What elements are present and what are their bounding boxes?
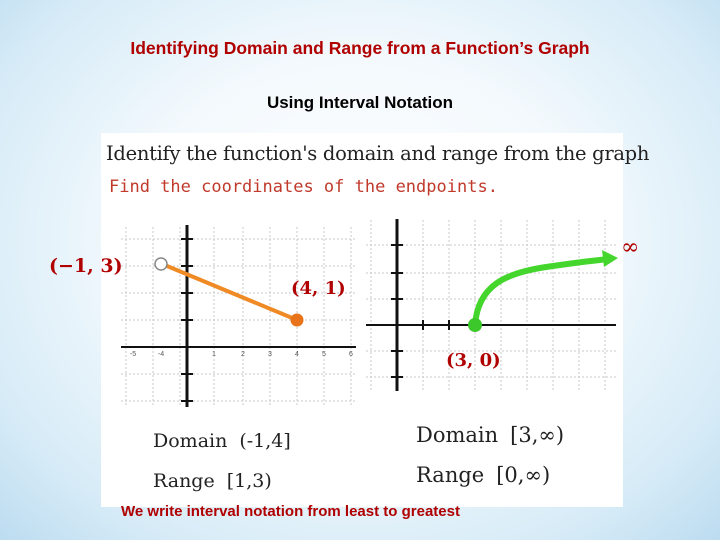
- curve-arrowhead: [602, 250, 618, 267]
- x-tick-label: 2: [241, 351, 245, 358]
- right-domain: [416, 423, 564, 447]
- left-range: [153, 470, 272, 492]
- sqrt-curve: [475, 259, 609, 325]
- example-panel: [101, 133, 650, 507]
- x-tick-label: 6: [349, 351, 353, 358]
- right-domain-label: Domain: [416, 423, 499, 447]
- x-tick-label: 4: [295, 351, 299, 358]
- slide-title: Identifying Domain and Range from a Function’s Graph: [130, 38, 590, 58]
- closed-point-label: (4, 1): [291, 278, 346, 299]
- left-range-value: [1,3): [226, 470, 272, 492]
- left-domain-label: Domain: [153, 430, 228, 452]
- x-tick-label: 3: [268, 351, 272, 358]
- start-point-label: (3, 0): [446, 350, 501, 371]
- right-range-label: Range: [416, 463, 485, 487]
- right-range-value: [0,∞): [496, 463, 551, 487]
- start-point: [468, 318, 482, 332]
- right-domain-value: [3,∞): [510, 423, 565, 447]
- panel-heading: Identify the function's domain and range from the graph: [106, 142, 650, 165]
- x-tick-label: 1: [212, 351, 216, 358]
- x-tick-label: -4: [157, 351, 165, 358]
- closed-endpoint: [291, 314, 304, 327]
- x-tick-label: -5: [129, 351, 137, 358]
- left-domain: [153, 430, 291, 452]
- left-graph: [121, 215, 361, 415]
- infinity-label: ∞: [621, 235, 640, 260]
- panel-instruction: Find the coordinates of the endpoints.: [109, 177, 498, 197]
- footer-note: We write interval notation from least to greatest: [121, 503, 460, 520]
- open-endpoint: [155, 258, 167, 270]
- left-range-label: Range: [153, 470, 215, 492]
- slide-subtitle: Using Interval Notation: [266, 93, 454, 112]
- right-range: [416, 463, 550, 487]
- open-point-label: (−1, 3): [49, 255, 123, 277]
- x-tick-label: 5: [322, 351, 326, 358]
- left-domain-value: (-1,4]: [239, 430, 291, 452]
